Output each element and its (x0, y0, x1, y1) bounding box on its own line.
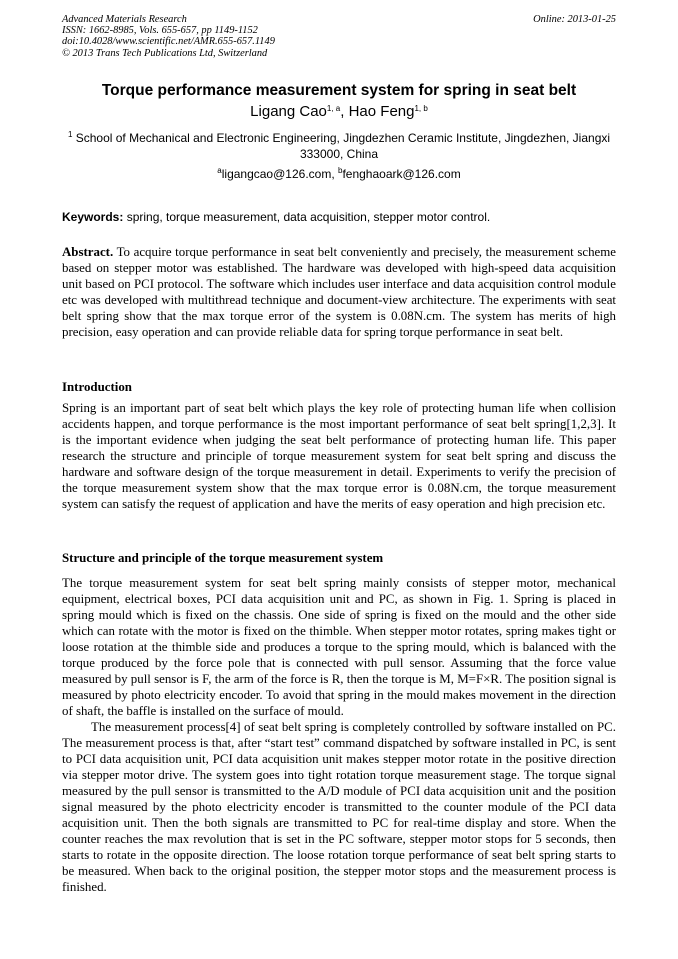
email-link[interactable]: fenghaoark@126.com (342, 167, 461, 181)
affiliation-text: School of Mechanical and Electronic Engineering, Jingdezhen Ceramic Institute, Jingdezhen, Jiangxi 333000, China (72, 131, 611, 161)
email-superscript: a (217, 166, 222, 175)
email-line (40, 166, 638, 182)
doi-line[interactable]: doi:10.4028/www.scientific.net/AMR.655-657.1149 (62, 36, 275, 48)
affiliation (62, 130, 616, 162)
author-name: Hao Feng (348, 103, 415, 120)
abstract-label: Abstract. (62, 245, 114, 259)
author-line (40, 103, 638, 121)
running-header (62, 14, 616, 59)
journal-name: Advanced Materials Research (62, 14, 187, 25)
section-heading-introduction: Introduction (62, 380, 132, 394)
online-date: Online: 2013-01-25 (533, 14, 616, 25)
keywords-text: spring, torque measurement, data acquisition, stepper motor control. (123, 210, 491, 224)
keywords (62, 209, 616, 225)
paper-title: Torque performance measurement system for spring in seat belt (101, 82, 577, 99)
copyright-line: © 2013 Trans Tech Publications Ltd, Switzerland (62, 47, 268, 59)
author-separator: , (340, 103, 349, 120)
abstract-text: To acquire torque performance in seat belt conveniently and precisely, the measurement scheme based on stepper motor was established. The hardware was developed with high-speed data acquisition unit based on PCI protocol. The software which includes user interface and data acquisition control module etc was developed with multithread technique and document-view architecture. The experiments with seat belt spring show that the max torque error of the system is 0.08N.cm. The system has merits of high precision, easy operation and can provide reliable data for spring torque performance in seat belt. (62, 245, 616, 340)
author-superscript: 1, b (414, 104, 428, 113)
structure-paragraph: The measurement process[4] of seat belt spring is completely controlled by software installed on PC. The measurement process is that, after “start test” command dispatched by software installed in PC, is sent to PCI data acquisition unit, PCI data acquisition unit makes stepper motor rotate in the positive direction via stepper motor drive. The system goes into tight rotation torque measurement stage. The torque signal measured by the pull sensor is transmitted to the A/D module of PCI data acquisition unit and the position signal measured by the photo electricity encoder is transmitted to the counter module of the PCI data acquisition unit. Then the both signals are transmitted to PC for real-time display and store. When the counter reaches the max revolution that is set in the PC software, stepper motor stops for 5 seconds, then starts to rotate in the opposite direction. The loose rotation torque performance of seat belt spring starts to be measured. When back to the original position, the stepper motor stops and the measurement process is finished. (62, 720, 616, 895)
author-name: Ligang Cao (250, 103, 327, 120)
section-heading-structure: Structure and principle of the torque measurement system (62, 551, 384, 565)
introduction-paragraph: Spring is an important part of seat belt which plays the key role of protecting human life when collision accidents happen, and torque performance is the most important performance of seat belt spring[1,2,3]. It is the important evidence when judging the seat belt performance of protecting human life. This paper research the structure and principle of torque measurement system for seat belt spring and discuss the hardware and software design of the torque measurement in detail. Experiments to verify the precision of the torque measurement system show that the max torque error is 0.08N.cm, the torque measurement system can satisfy the request of application and have the merits of easy operation and high precision etc. (62, 401, 616, 512)
affiliation-superscript: 1 (67, 130, 73, 139)
issn-line: ISSN: 1662-8985, Vols. 655-657, pp 1149-1152 (62, 25, 258, 37)
email-superscript: b (337, 166, 343, 175)
structure-paragraph: The torque measurement system for seat belt spring mainly consists of stepper motor, mechanical equipment, electrical boxes, PCI data acquisition unit and PC, as shown in Fig. 1. Spring is placed in spring mould which is fixed on the chassis. One side of spring is fixed on the mould and the other side which can rotate with the motor is fixed on the thimble. When stepper motor rotates, spring makes tight or loose rotation at the thimble side and produces a torque to the spring mould, which is balanced with the torque produced by the force pole that is connected with pull sensor. Assuming that the force value measured by pull sensor is F, the arm of the force is R, then the torque is M, M=F×R. The position signal is measured by photo electricity encoder. To avoid that spring in the mould makes movement in the direction of shaft, the baffle is installed on the surface of mould. (62, 576, 616, 719)
keywords-label: Keywords: (62, 210, 124, 224)
author-superscript: 1, a (326, 104, 341, 113)
email-link[interactable]: ligangcao@126.com, (221, 167, 338, 181)
abstract (62, 244, 616, 340)
